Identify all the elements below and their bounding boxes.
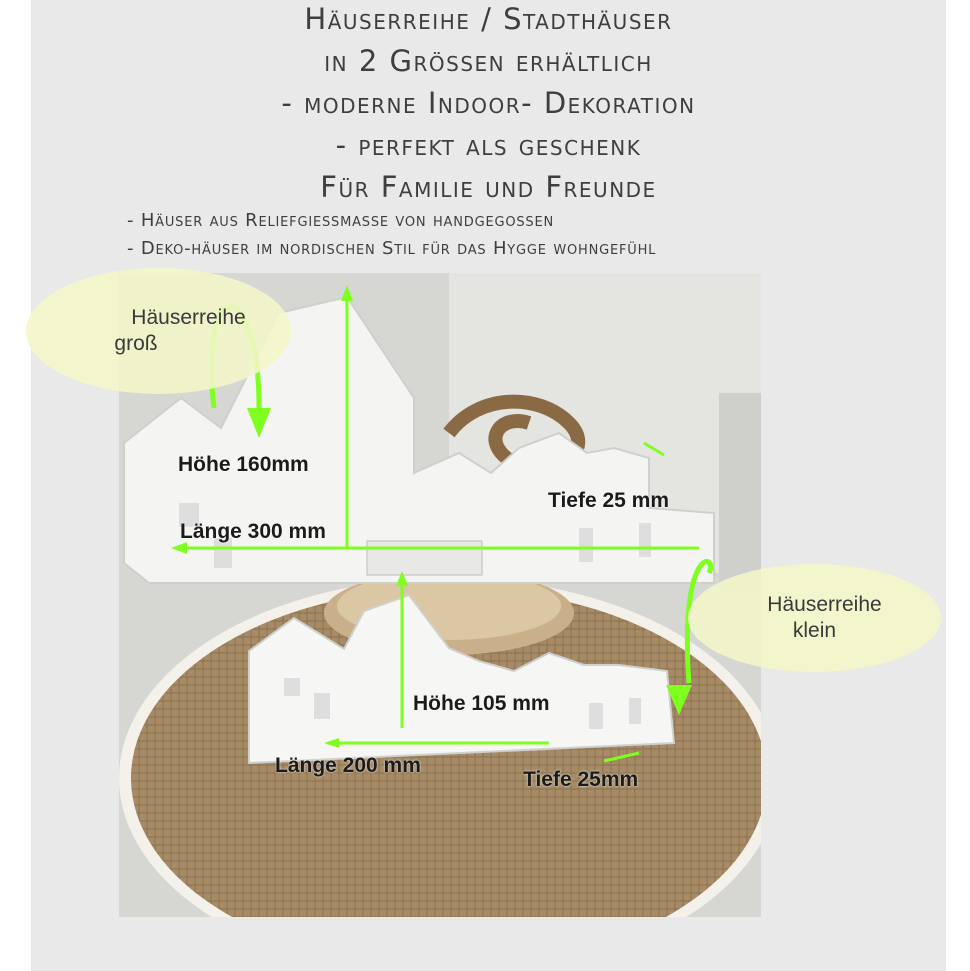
label-large-row-line-1: Häuserreihe <box>131 305 246 329</box>
label-large-row <box>26 268 291 394</box>
large-length-label: Länge 300 mm <box>180 520 326 543</box>
small-length-label: Länge 200 mm <box>275 754 421 777</box>
label-small-row-line-2: klein <box>792 619 837 642</box>
title-line-1: Häuserreihe / Stadthäuser <box>304 2 673 36</box>
label-small-row-line-1: Häuserreihe <box>767 592 882 616</box>
title-line-2: in 2 Grössen erhältlich <box>324 44 653 78</box>
title-line-4: - perfekt als geschenk <box>335 128 642 162</box>
bullet-material: - Häuser aus Reliefgiessmasse von handgegossen <box>127 210 555 231</box>
large-depth-label: Tiefe 25 mm <box>548 489 670 512</box>
small-depth-label: Tiefe 25mm <box>523 768 639 791</box>
title-line-3: - moderne Indoor- Dekoration <box>281 86 696 120</box>
small-height-label: Höhe 105 mm <box>413 692 550 715</box>
bullet-style: - Deko-häuser im nordischen Stil für das Hygge wohngefühl <box>127 238 657 259</box>
label-large-row-line-2: groß <box>114 332 158 355</box>
large-height-label: Höhe 160mm <box>178 453 309 476</box>
label-small-row <box>688 564 941 672</box>
title-line-5: Für Familie und Freunde <box>320 170 657 204</box>
